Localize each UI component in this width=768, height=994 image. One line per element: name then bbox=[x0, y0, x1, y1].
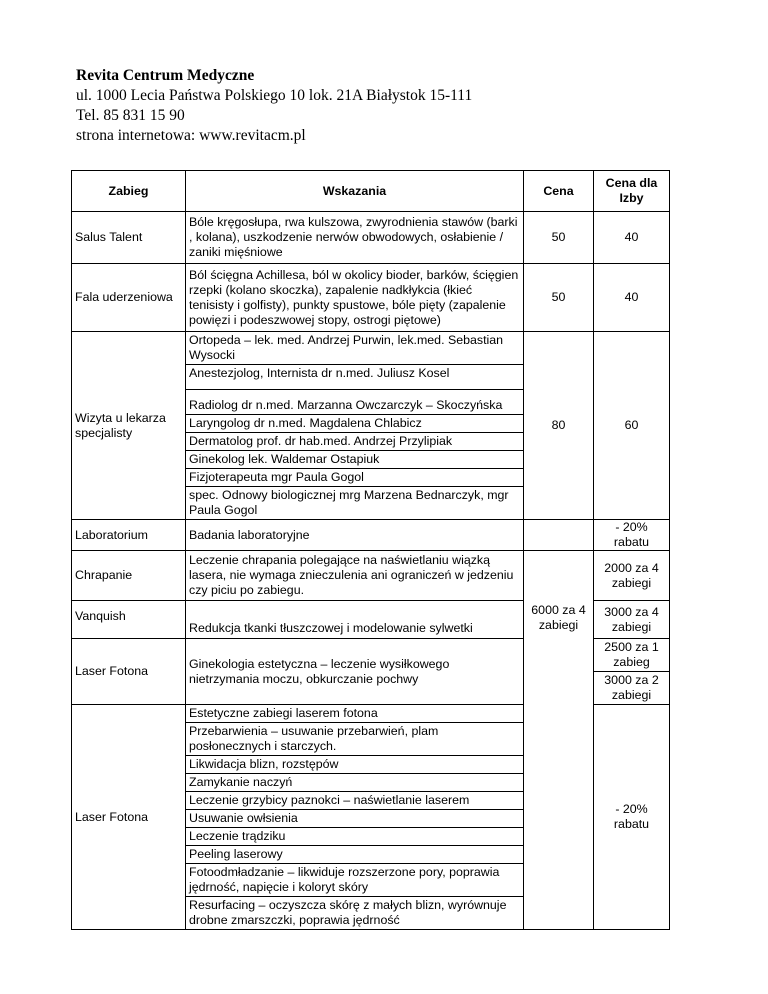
list-item: spec. Odnowy biologicznej mrg Marzena Bednarczyk, mgr Paula Gogol bbox=[189, 488, 509, 517]
table-row bbox=[72, 212, 670, 264]
treatment-price bbox=[524, 520, 594, 551]
treatment-name: Laser Fotona bbox=[72, 705, 186, 930]
clinic-phone: Tel. 85 831 15 90 bbox=[76, 107, 185, 124]
table-row bbox=[72, 639, 670, 705]
treatment-price-izby: - 20% rabatu bbox=[594, 520, 670, 551]
col-header-wskazania: Wskazania bbox=[186, 171, 524, 212]
treatment-price bbox=[524, 551, 594, 601]
list-item: Zamykanie naczyń bbox=[186, 774, 523, 792]
table-row bbox=[72, 332, 670, 520]
treatment-price: 80 bbox=[524, 332, 594, 520]
treatment-name: Laser Fotona bbox=[72, 639, 186, 705]
table-row bbox=[72, 264, 670, 332]
price-option: 2500 za 1 zabieg bbox=[594, 639, 669, 672]
list-item: Usuwanie owłsienia bbox=[186, 810, 523, 828]
treatment-price: 50 bbox=[524, 264, 594, 332]
treatment-description: Badania laboratoryjne bbox=[186, 520, 524, 551]
col-header-cena: Cena bbox=[524, 171, 594, 212]
col-header-cena-izby: Cena dla Izby bbox=[594, 171, 670, 212]
list-item: Peeling laserowy bbox=[186, 846, 523, 864]
list-item: Fotoodmładzanie – likwiduje rozszerzone pory, poprawia jędrność, napięcie i koloryt skóry bbox=[186, 864, 523, 897]
list-item: Radiolog dr n.med. Marzanna Owczarczyk – Skoczyńska bbox=[186, 390, 523, 415]
treatment-description: Ból ścięgna Achillesa, ból w okolicy bioder, barków, ścięgien rzepki (kolano skoczka), zapalenie nadkłykcia (łkieć tenisisty i golfisty), punkty spustowe, bóle pięty (zapalenie powięzi i podeszwowej stopy, ostrogi piętowe) bbox=[186, 264, 524, 332]
treatment-name: Wizyta u lekarza specjalisty bbox=[72, 332, 186, 520]
list-item: Likwidacja blizn, rozstępów bbox=[186, 756, 523, 774]
list-item: Laryngolog dr n.med. Magdalena Chlabicz bbox=[186, 415, 523, 433]
treatment-price-izby: - 20% rabatu bbox=[594, 705, 670, 930]
clinic-name: Revita Centrum Medyczne bbox=[76, 67, 255, 84]
list-item: Leczenie grzybicy paznokci – naświetlanie laserem bbox=[186, 792, 523, 810]
treatment-price-izby: 3000 za 4 zabiegi bbox=[594, 601, 670, 639]
treatment-price-izby: 40 bbox=[594, 212, 670, 264]
treatment-price-izby: 2000 za 4 zabiegi bbox=[594, 551, 670, 601]
table-row bbox=[72, 601, 670, 639]
list-item: Resurfacing – oczyszcza skórę z małych blizn, wyrównuje drobne zmarszczki, poprawia jędrność bbox=[189, 898, 507, 927]
price-option: 3000 za 2 zabiegi bbox=[604, 673, 659, 702]
list-item: Estetyczne zabiegi laserem fotona bbox=[186, 705, 523, 723]
treatment-price bbox=[524, 639, 594, 705]
treatment-name: Vanquish bbox=[72, 601, 186, 639]
list-item: Anestezjolog, Internista dr n.med. Juliusz Kosel bbox=[186, 365, 523, 390]
treatment-price: 6000 za 4 zabiegi bbox=[524, 601, 594, 639]
treatment-description: Leczenie chrapania polegające na naświetlaniu wiązką lasera, nie wymaga znieczulenia ani ograniczeń w jedzeniu czy piciu po zabiegu. bbox=[186, 551, 524, 601]
clinic-address: ul. 1000 Lecia Państwa Polskiego 10 lok. 21A Białystok 15-111 bbox=[76, 87, 473, 104]
treatment-name: Chrapanie bbox=[72, 551, 186, 601]
list-item: Dermatolog prof. dr hab.med. Andrzej Przylipiak bbox=[186, 433, 523, 451]
table-row bbox=[72, 520, 670, 551]
clinic-header bbox=[76, 66, 472, 146]
list-item: Ortopeda – lek. med. Andrzej Purwin, lek.med. Sebastian Wysocki bbox=[186, 332, 523, 365]
treatment-name: Laboratorium bbox=[72, 520, 186, 551]
table-row bbox=[72, 705, 670, 930]
treatment-description: Redukcja tkanki tłuszczowej i modelowanie sylwetki bbox=[186, 601, 524, 639]
treatment-price-izby bbox=[594, 639, 670, 705]
treatment-name: Fala uderzeniowa bbox=[72, 264, 186, 332]
treatment-price bbox=[524, 705, 594, 930]
price-table bbox=[71, 170, 670, 930]
treatment-name: Salus Talent bbox=[72, 212, 186, 264]
treatment-price-izby: 40 bbox=[594, 264, 670, 332]
treatment-description: Ginekologia estetyczna – leczenie wysiłkowego nietrzymania moczu, obkurczanie pochwy bbox=[186, 639, 524, 705]
list-item: Ginekolog lek. Waldemar Ostapiuk bbox=[186, 451, 523, 469]
list-item: Fizjoterapeuta mgr Paula Gogol bbox=[186, 469, 523, 487]
table-header-row bbox=[72, 171, 670, 212]
list-item: Leczenie trądziku bbox=[186, 828, 523, 846]
clinic-website: strona internetowa: www.revitacm.pl bbox=[76, 127, 306, 144]
doctor-list bbox=[186, 332, 524, 520]
table-row bbox=[72, 551, 670, 601]
laser-treatment-list bbox=[186, 705, 524, 930]
treatment-description: Bóle kręgosłupa, rwa kulszowa, zwyrodnienia stawów (barki , kolana), uszkodzenie nerwów obwodowych, osłabienie / zaniki mięśniowe bbox=[186, 212, 524, 264]
treatment-price-izby: 60 bbox=[594, 332, 670, 520]
col-header-zabieg: Zabieg bbox=[72, 171, 186, 212]
list-item: Przebarwienia – usuwanie przebarwień, plam posłonecznych i starczych. bbox=[186, 723, 523, 756]
treatment-price: 50 bbox=[524, 212, 594, 264]
